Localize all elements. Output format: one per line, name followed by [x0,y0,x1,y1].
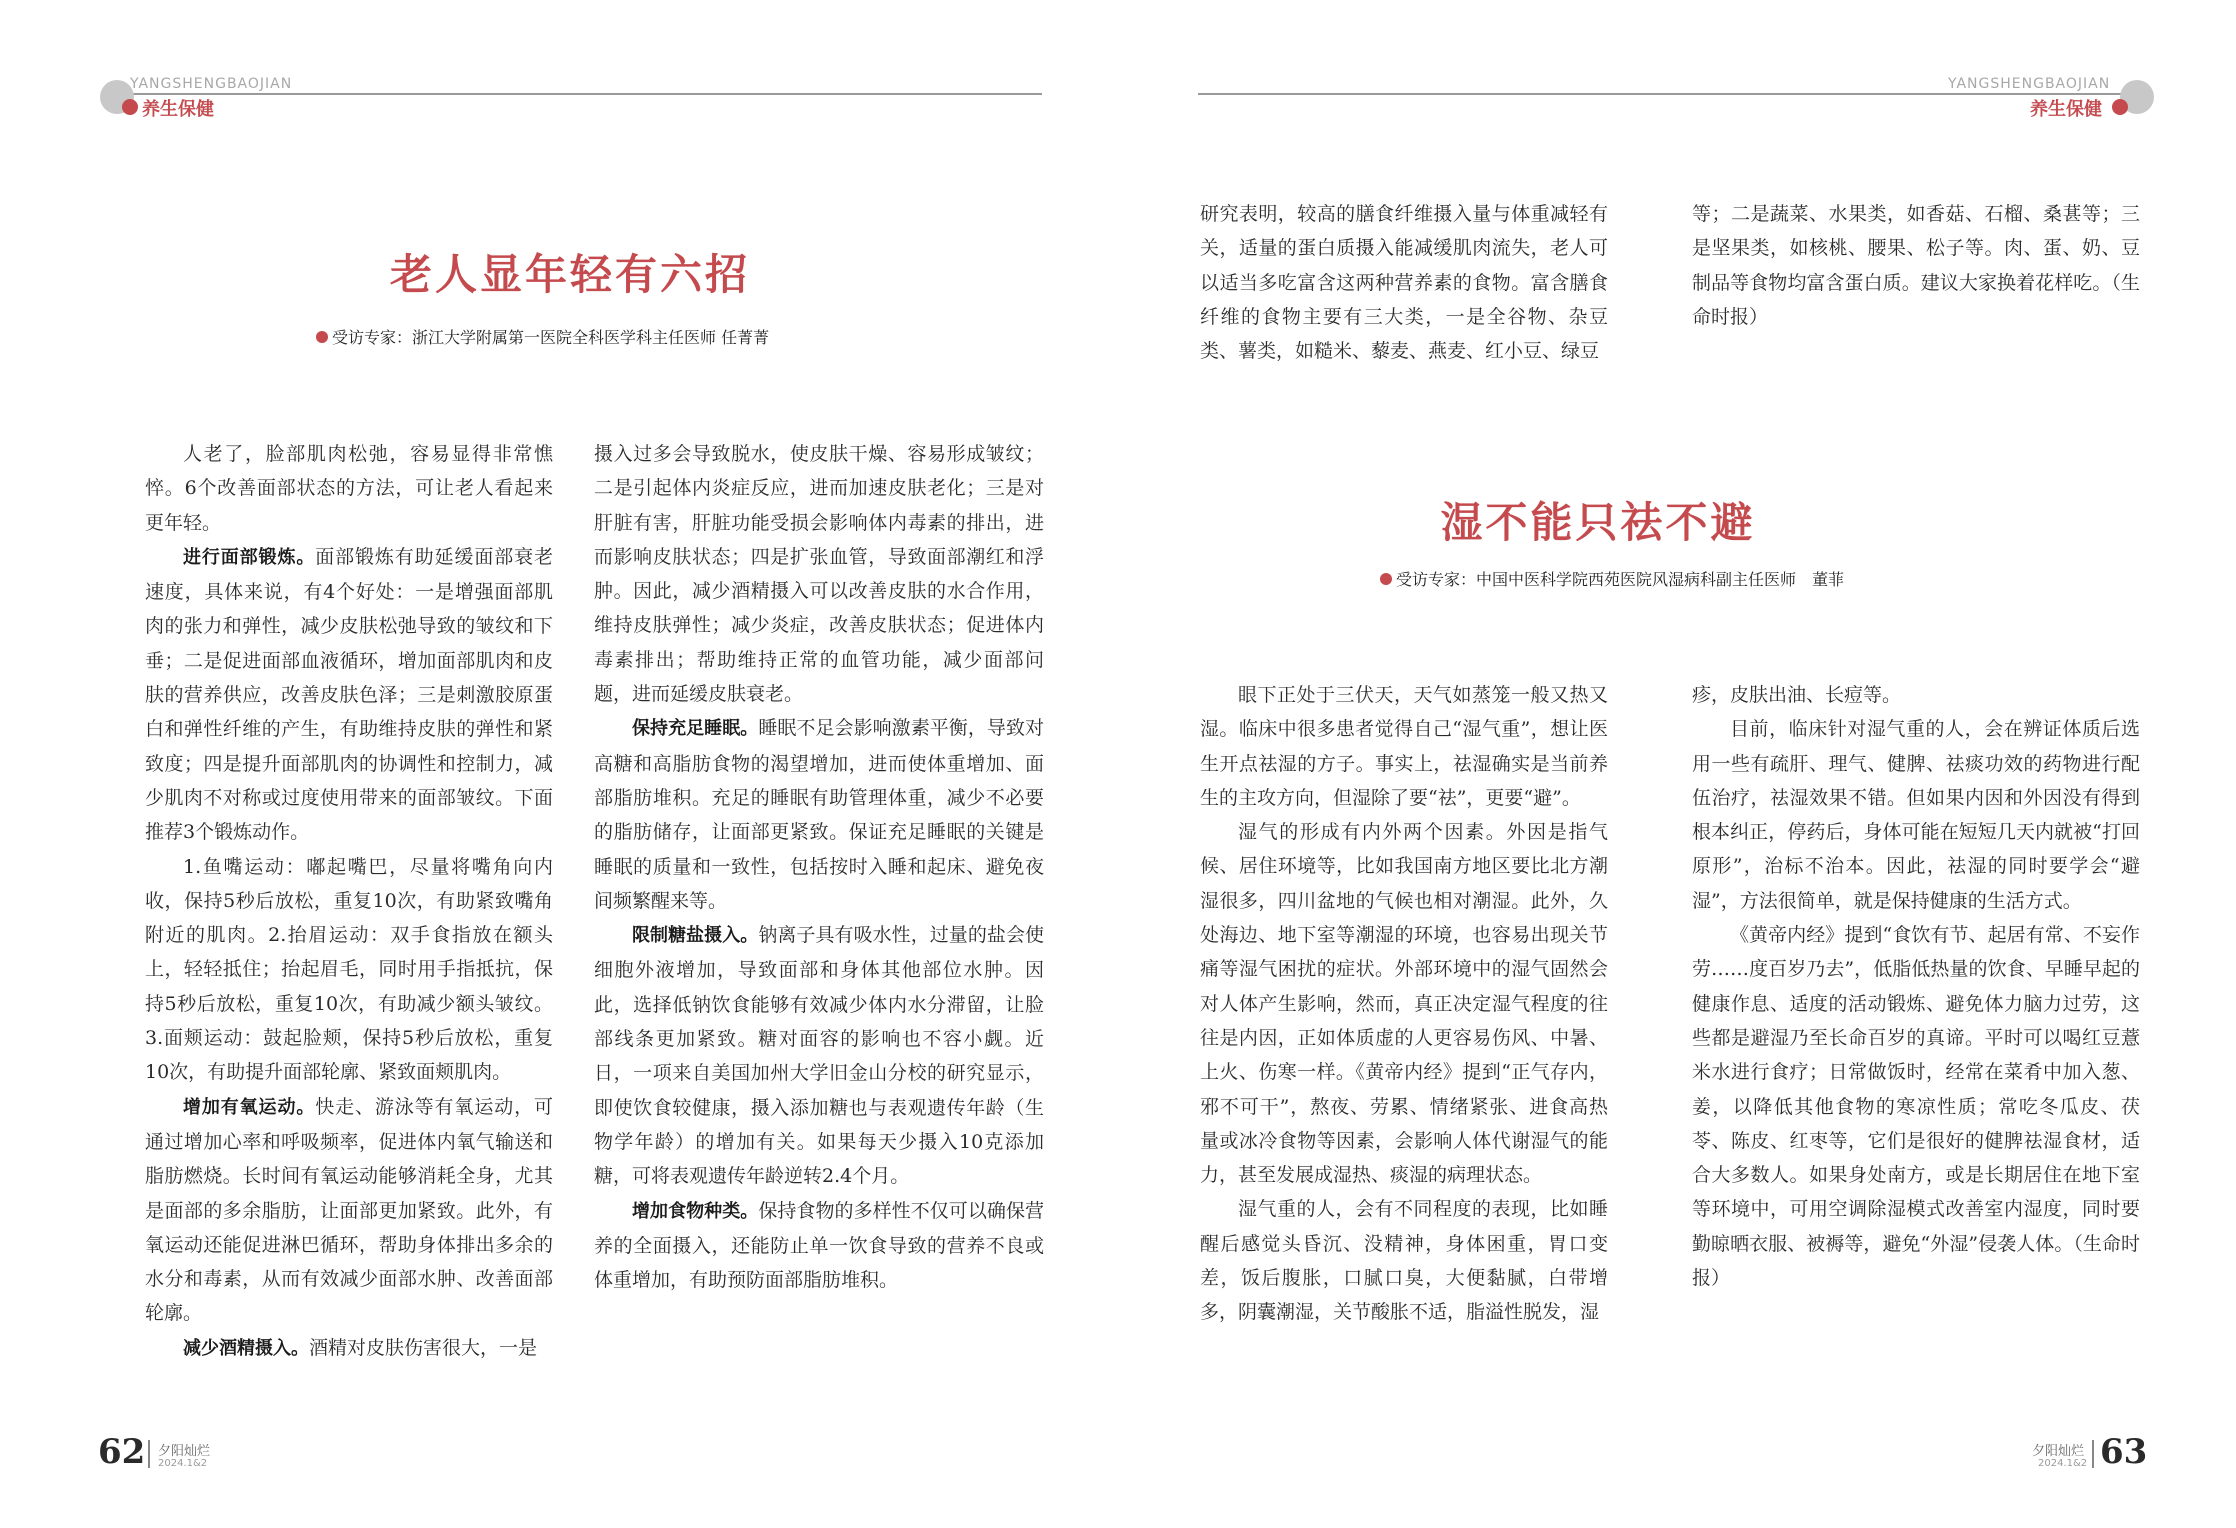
paragraph-heading: 增加食物种类。 [632,1200,759,1222]
paragraph [145,1090,553,1331]
article-column-1 [145,437,553,1366]
paragraph [145,850,553,1090]
expert-line [316,325,769,348]
continued-column-1 [1200,197,1608,368]
paragraph [594,918,1044,1193]
paragraph-text: 睡眠不足会影响激素平衡，导致对高糖和高脂肪食物的渴望增加，进而使体重增加、面部脂肪堆积。充足的睡眠有助管理体重，减少不必要的脂肪储存，让面部更紧致。保证充足睡眠的关键是睡眠的质量和一致性，包括按时入睡和起床、避免夜间频繁醒来等。 [594,717,1044,912]
paragraph-text: 湿气重的人，会有不同程度的表现，比如睡醒后感觉头昏沉、没精神，身体困重，胃口变差，饭后腹胀，口腻口臭，大便黏腻，白带增多，阴囊潮湿，关节酸胀不适，脂溢性脱发，湿 [1200,1198,1608,1324]
paragraph-text: 眼下正处于三伏天，天气如蒸笼一般又热又湿。临床中很多患者觉得自己“湿气重”，想让医生开点祛湿的方子。事实上，祛湿确实是当前养生的主攻方向，但湿除了要“祛”，更要“避”。 [1200,684,1608,809]
paragraph-text: 《黄帝内经》提到“食饮有节、起居有常、不妄作劳……度百岁乃去”，低脂低热量的饮食、早睡早起的健康作息、适度的活动锻炼、避免体力脑力过劳，这些都是避湿乃至长命百岁的真谛。平时可以喝红豆薏米水进行食疗；日常做饭时，经常在菜肴中加入葱、姜，以降低其他食物的寒凉性质；常吃冬瓜皮、茯苓、陈皮、红枣等，它们是很好的健脾祛湿食材，适合大多数人。如果身处南方，或是长期居住在地下室等环境中，可用空调除湿模式改善室内湿度，同时要勤晾晒衣服、被褥等，避免“外湿”侵袭人体。（生命时报） [1692,924,2140,1290]
paragraph-heading: 限制糖盐摄入。 [632,925,759,947]
paragraph-text: 疹，皮肤出油、长痘等。 [1692,684,1902,706]
paragraph: 研究表明，较高的膳食纤维摄入量与体重减轻有关，适量的蛋白质摄入能减缓肌肉流失，老人可以适当多吃富含这两种营养素的食物。富含膳食纤维的食物主要有三大类，一是全谷物、杂豆类、薯类，如糙米、藜麦、燕麦、红小豆、绿豆 [1200,203,1608,363]
header-dot [122,99,138,115]
article-column-2 [1692,678,2140,1295]
expert-text: 受访专家：浙江大学附属第一医院全科医学科主任医师 任菁菁 [332,328,770,347]
paragraph [594,437,1044,711]
header-section: 养生保健 [2030,99,2102,120]
footer-divider [148,1440,150,1468]
issue-date: 2024.1&2 [2038,1458,2088,1469]
paragraph [1200,1192,1608,1329]
paragraph [1692,712,2140,918]
page-number: 62 [98,1432,146,1472]
paragraph [145,540,553,850]
expert-line [1380,567,1844,590]
header-rule [1198,93,2128,95]
paragraph [1692,918,2140,1295]
header-english: YANGSHENGBAOJIAN [1948,76,2111,92]
header-section: 养生保健 [142,99,214,120]
paragraph-text: 面部锻炼有助延缓面部衰老速度，具体来说，有4个好处：一是增强面部肌肉的张力和弹性，减少皮肤松弛导致的皱纹和下垂；二是促进面部血液循环，增加面部肌肉和皮肤的营养供应，改善皮肤色泽；三是刺激胶原蛋白和弹性纤维的产生，有助维持皮肤的弹性和紧致度；四是提升面部肌肉的协调性和控制力，减少肌肉不对称或过度使用带来的面部皱纹。下面推荐3个锻炼动作。 [145,545,553,844]
header-dot [2112,99,2128,115]
footer-divider [2092,1440,2094,1468]
header-english: YANGSHENGBAOJIAN [130,76,293,92]
paragraph-heading: 减少酒精摄入。 [183,1337,309,1359]
paragraph-text: 人老了，脸部肌肉松弛，容易显得非常憔悴。6个改善面部状态的方法，可让老人看起来更年轻。 [145,443,553,534]
page-number: 63 [2100,1432,2148,1472]
paragraph [1200,815,1608,1192]
magazine-name: 夕阳灿烂 [2032,1444,2085,1459]
paragraph-text: 快走、游泳等有氧运动，可通过增加心率和呼吸频率，促进体内氧气输送和脂肪燃烧。长时间有氧运动能够消耗全身，尤其是面部的多余脂肪，让面部更加紧致。此外，有氧运动还能促进淋巴循环，帮助身体排出多余的水分和毒素，从而有效减少面部水肿、改善面部轮廓。 [145,1095,553,1325]
bullet-dot [316,331,328,343]
article-title: 湿不能只祛不避 [1440,498,1756,547]
paragraph [594,1194,1044,1298]
paragraph: 等；二是蔬菜、水果类，如香菇、石榴、桑葚等；三是坚果类，如核桃、腰果、松子等。肉、蛋、奶、豆制品等食物均富含蛋白质。建议大家换着花样吃。（生命时报） [1692,203,2140,328]
article-column-1 [1200,678,1608,1330]
header-rule [116,93,1042,95]
paragraph-text: 钠离子具有吸水性，过量的盐会使细胞外液增加，导致面部和身体其他部位水肿。因此，选择低钠饮食能够有效减少体内水分滞留，让脸部线条更加紧致。糖对面容的影响也不容小觑。近日，一项来自美国加州大学旧金山分校的研究显示，即使饮食较健康，摄入添加糖也与表观遗传年龄（生物学年龄）的增加有关。如果每天少摄入10克添加糖，可将表观遗传年龄逆转2.4个月。 [594,924,1044,1188]
paragraph [145,437,553,540]
paragraph-text: 目前，临床针对湿气重的人，会在辨证体质后选用一些有疏肝、理气、健脾、祛痰功效的药物进行配伍治疗，祛湿效果不错。但如果内因和外因没有得到根本纠正，停药后，身体可能在短短几天内就被“打回原形”，治标不治本。因此，祛湿的同时要学会“避湿”，方法很简单，就是保持健康的生活方式。 [1692,718,2140,912]
paragraph-text: 1.鱼嘴运动：嘟起嘴巴，尽量将嘴角向内收，保持5秒后放松，重复10次，有助紧致嘴角附近的肌肉。2.抬眉运动：双手食指放在额头上，轻轻抵住；抬起眉毛，同时用手指抵抗，保持5秒后放松，重复10次，有助减少额头皱纹。3.面颊运动：鼓起脸颊，保持5秒后放松，重复10次，有助提升面部轮廓、紧致面颊肌肉。 [145,855,553,1084]
magazine-name: 夕阳灿烂 [158,1444,211,1459]
paragraph [1692,678,2140,712]
paragraph-heading: 保持充足睡眠。 [632,718,759,740]
paragraph-text: 湿气的形成有内外两个因素。外因是指气候、居住环境等，比如我国南方地区要比北方潮湿很多，四川盆地的气候也相对潮湿。此外，久处海边、地下室等潮湿的环境，也容易出现关节痛等湿气困扰的症状。外部环境中的湿气固然会对人体产生影响，然而，真正决定湿气程度的往往是内因，正如体质虚的人更容易伤风、中暑、上火、伤寒一样。《黄帝内经》提到“正气存内，邪不可干”，熬夜、劳累、情绪紧张、进食高热量或冰冷食物等因素，会影响人体代谢湿气的能力，甚至发展成湿热、痰湿的病理状态。 [1200,821,1608,1187]
paragraph-heading: 进行面部锻炼。 [183,546,316,568]
article-title: 老人显年轻有六招 [389,250,750,299]
paragraph [594,711,1044,918]
issue-date: 2024.1&2 [158,1458,208,1469]
expert-text: 受访专家：中国中医科学院西苑医院风湿病科副主任医师 董菲 [1396,570,1845,589]
article-column-2 [594,437,1044,1297]
continued-column-2 [1692,197,2140,334]
paragraph-text: 摄入过多会导致脱水，使皮肤干燥、容易形成皱纹；二是引起体内炎症反应，进而加速皮肤老化；三是对肝脏有害，肝脏功能受损会影响体内毒素的排出，进而影响皮肤状态；四是扩张血管，导致面部潮红和浮肿。因此，减少酒精摄入可以改善皮肤的水合作用，维持皮肤弹性；减少炎症，改善皮肤状态；促进体内毒素排出；帮助维持正常的血管功能，减少面部问题，进而延缓皮肤衰老。 [594,443,1044,706]
paragraph-heading: 增加有氧运动。 [183,1096,316,1118]
paragraph-text: 酒精对皮肤伤害很大，一是 [309,1336,538,1359]
bullet-dot [1380,573,1392,585]
right-page [1118,0,2236,1528]
paragraph [145,1331,553,1366]
paragraph-text: 保持食物的多样性不仅可以确保营养的全面摄入，还能防止单一饮食导致的营养不良或体重增加，有助预防面部脂肪堆积。 [594,1199,1044,1292]
paragraph [1200,678,1608,815]
